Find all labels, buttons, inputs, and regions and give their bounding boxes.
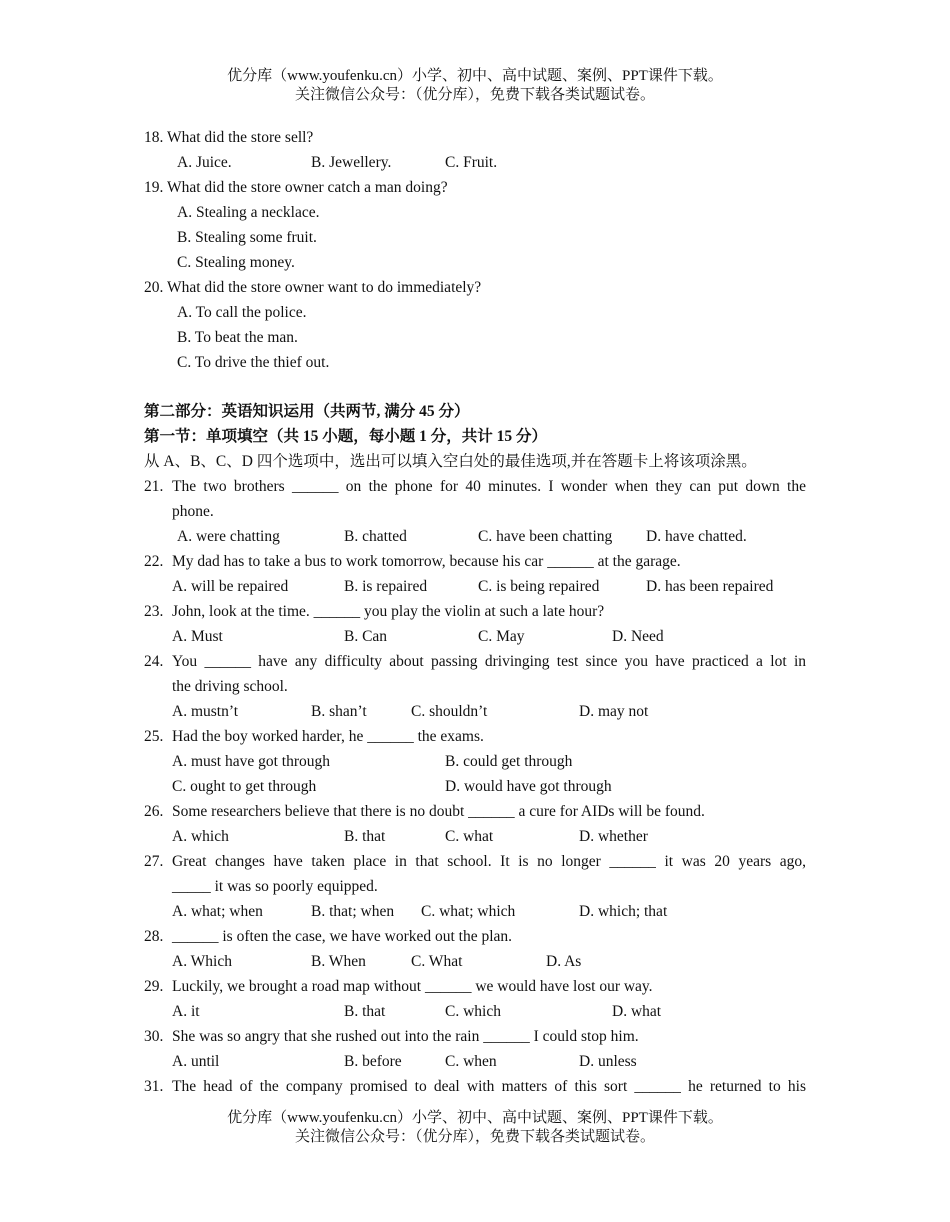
q22-option-a: A. will be repaired bbox=[172, 578, 289, 595]
page-footer bbox=[0, 1109, 950, 1147]
q23-option-c: C. May bbox=[478, 628, 525, 645]
q19-option-a: A. Stealing a necklace. bbox=[177, 204, 320, 221]
q29-stem: Luckily, we brought a road map without ______ we would have lost our way. bbox=[172, 978, 653, 995]
q31-number: 31. bbox=[144, 1078, 164, 1095]
q20-option-b: B. To beat the man. bbox=[177, 329, 298, 346]
footer-line-2: 关注微信公众号：（优分库），免费下载各类试题试卷。 bbox=[294, 1129, 655, 1145]
q20-stem: 20. What did the store owner want to do immediately? bbox=[144, 279, 482, 296]
page-header bbox=[0, 67, 950, 105]
section1-title: 第一节：单项填空（共 15 小题，每小题 1 分，共计 15 分） bbox=[144, 428, 548, 445]
part2-title: 第二部分：英语知识运用（共两节, 满分 45 分） bbox=[144, 403, 470, 420]
q24-stem-line2: the driving school. bbox=[172, 678, 288, 695]
q27-number: 27. bbox=[144, 853, 164, 870]
q28-option-b: B. When bbox=[311, 953, 366, 970]
q28-number: 28. bbox=[144, 928, 164, 945]
q20-option-a: A. To call the police. bbox=[177, 304, 307, 321]
q18-option-c: C. Fruit. bbox=[445, 154, 498, 171]
q21-option-c: C. have been chatting bbox=[478, 528, 613, 545]
q26-stem: Some researchers believe that there is no doubt ______ a cure for AIDs will be found. bbox=[172, 803, 705, 820]
q22-number: 22. bbox=[144, 553, 164, 570]
q25-number: 25. bbox=[144, 728, 164, 745]
q27-stem-line1: Great changes have taken place in that school. It is no longer ______ it was 20 years ago, bbox=[172, 853, 806, 870]
q19-option-b: B. Stealing some fruit. bbox=[177, 229, 317, 246]
q30-number: 30. bbox=[144, 1028, 164, 1045]
header-line-1: 优分库（www.youfenku.cn）小学、初中、高中试题、案例、PPT课件下载。 bbox=[227, 68, 723, 84]
q30-option-a: A. until bbox=[172, 1053, 220, 1070]
q21-number: 21. bbox=[144, 478, 164, 495]
q22-option-b: B. is repaired bbox=[344, 578, 428, 595]
q19-stem: 19. What did the store owner catch a man doing? bbox=[144, 179, 448, 196]
q21-option-d: D. have chatted. bbox=[646, 528, 747, 545]
q30-option-b: B. before bbox=[344, 1053, 402, 1070]
q24-option-b: B. shan’t bbox=[311, 703, 367, 720]
q28-option-a: A. Which bbox=[172, 953, 232, 970]
q27-option-b: B. that; when bbox=[311, 903, 395, 920]
q25-option-d: D. would have got through bbox=[445, 778, 612, 795]
q28-option-d: D. As bbox=[546, 953, 582, 970]
q25-option-a: A. must have got through bbox=[172, 753, 330, 770]
q21-stem-line1: The two brothers ______ on the phone for 40 minutes. I wonder when they can put down the bbox=[172, 478, 806, 495]
header-line-2: 关注微信公众号：（优分库），免费下载各类试题试卷。 bbox=[294, 87, 655, 103]
q26-option-a: A. which bbox=[172, 828, 229, 845]
q30-option-d: D. unless bbox=[579, 1053, 637, 1070]
q18-option-b: B. Jewellery. bbox=[311, 154, 392, 171]
q27-option-d: D. which; that bbox=[579, 903, 668, 920]
q26-number: 26. bbox=[144, 803, 164, 820]
q22-option-c: C. is being repaired bbox=[478, 578, 600, 595]
q30-option-c: C. when bbox=[445, 1053, 497, 1070]
q28-stem: ______ is often the case, we have worked out the plan. bbox=[172, 928, 513, 945]
q18-option-a: A. Juice. bbox=[177, 154, 232, 171]
q29-number: 29. bbox=[144, 978, 164, 995]
q21-stem-line2: phone. bbox=[172, 503, 214, 520]
q23-option-d: D. Need bbox=[612, 628, 664, 645]
q23-stem: John, look at the time. ______ you play the violin at such a late hour? bbox=[172, 603, 605, 620]
q25-stem: Had the boy worked harder, he ______ the exams. bbox=[172, 728, 484, 745]
q25-option-b: B. could get through bbox=[445, 753, 573, 770]
q29-option-b: B. that bbox=[344, 1003, 386, 1020]
q29-option-a: A. it bbox=[172, 1003, 200, 1020]
q24-option-c: C. shouldn’t bbox=[411, 703, 488, 720]
q27-option-a: A. what; when bbox=[172, 903, 263, 920]
q29-option-c: C. which bbox=[445, 1003, 501, 1020]
q27-stem-line2: _____ it was so poorly equipped. bbox=[172, 878, 378, 895]
q31-stem-line1: The head of the company promised to deal with matters of this sort ______ he returned to his bbox=[172, 1078, 806, 1095]
q23-number: 23. bbox=[144, 603, 164, 620]
q18-stem: 18. What did the store sell? bbox=[144, 129, 314, 146]
q30-stem: She was so angry that she rushed out into the rain ______ I could stop him. bbox=[172, 1028, 639, 1045]
q24-option-d: D. may not bbox=[579, 703, 649, 720]
footer-line-1: 优分库（www.youfenku.cn）小学、初中、高中试题、案例、PPT课件下载。 bbox=[227, 1110, 723, 1126]
q26-option-d: D. whether bbox=[579, 828, 648, 845]
q21-option-a: A. were chatting bbox=[177, 528, 280, 545]
q26-option-b: B. that bbox=[344, 828, 386, 845]
q27-option-c: C. what; which bbox=[421, 903, 516, 920]
q20-option-c: C. To drive the thief out. bbox=[177, 354, 330, 371]
q21-option-b: B. chatted bbox=[344, 528, 407, 545]
q24-number: 24. bbox=[144, 653, 164, 670]
q24-stem-line1: You ______ have any difficulty about passing drivinging test since you have practiced a lot in bbox=[172, 653, 806, 670]
section1-instruction: 从 A、B、C、D 四个选项中，选出可以填入空白处的最佳选项,并在答题卡上将该项涂黑。 bbox=[144, 453, 757, 470]
q22-stem: My dad has to take a bus to work tomorrow, because his car ______ at the garage. bbox=[172, 553, 681, 570]
q24-option-a: A. mustn’t bbox=[172, 703, 239, 720]
q23-option-a: A. Must bbox=[172, 628, 223, 645]
q22-option-d: D. has been repaired bbox=[646, 578, 774, 595]
q25-option-c: C. ought to get through bbox=[172, 778, 317, 795]
q28-option-c: C. What bbox=[411, 953, 463, 970]
q19-option-c: C. Stealing money. bbox=[177, 254, 295, 271]
q23-option-b: B. Can bbox=[344, 628, 388, 645]
q29-option-d: D. what bbox=[612, 1003, 662, 1020]
q26-option-c: C. what bbox=[445, 828, 494, 845]
